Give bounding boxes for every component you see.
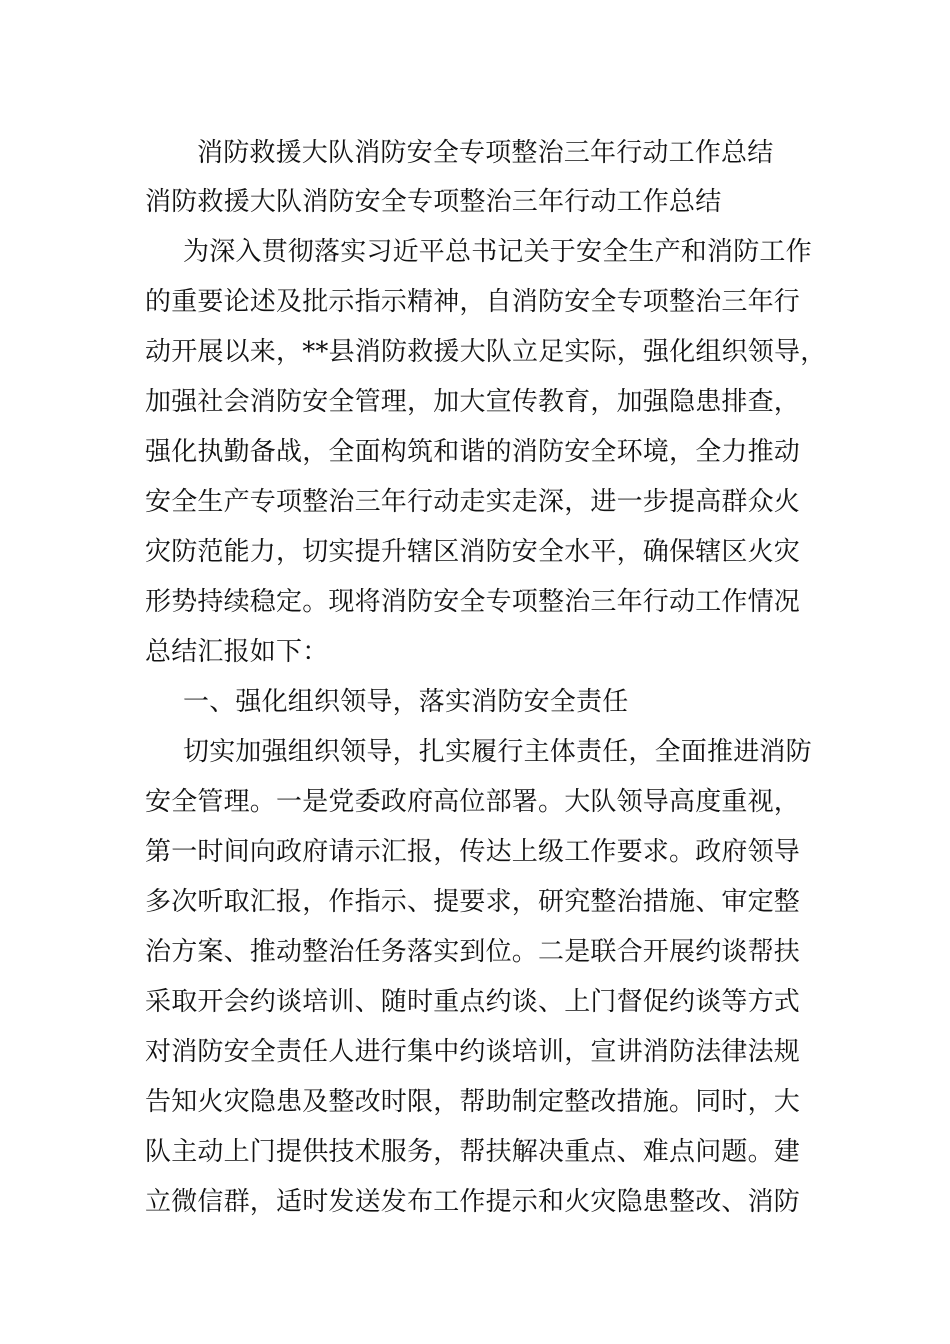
- paragraph-line: 强化执勤备战，全面构筑和谐的消防安全环境，全力推动: [145, 437, 801, 467]
- paragraph-line: 的重要论述及批示指示精神，自消防安全专项整治三年行: [145, 287, 801, 317]
- paragraph-line: 对消防安全责任人进行集中约谈培训，宣讲消防法律法规: [145, 1037, 801, 1067]
- paragraph-line: 安全管理。一是党委政府高位部署。大队领导高度重视，: [145, 787, 801, 817]
- paragraph-line: 多次听取汇报，作指示、提要求，研究整治措施、审定整: [145, 887, 801, 917]
- section-heading: 一、强化组织领导，落实消防安全责任: [183, 687, 629, 717]
- paragraph-line: 为深入贯彻落实习近平总书记关于安全生产和消防工作: [183, 237, 812, 267]
- paragraph-line: 采取开会约谈培训、随时重点约谈、上门督促约谈等方式: [145, 987, 801, 1017]
- paragraph-line: 治方案、推动整治任务落实到位。二是联合开展约谈帮扶: [145, 937, 801, 967]
- paragraph-line: 安全生产专项整治三年行动走实走深，进一步提高群众火: [145, 487, 801, 517]
- document-title: 消防救援大队消防安全专项整治三年行动工作总结: [197, 138, 774, 168]
- paragraph-line: 总结汇报如下：: [145, 637, 329, 667]
- paragraph-line: 告知火灾隐患及整改时限，帮助制定整改措施。同时，大: [145, 1087, 801, 1117]
- paragraph-line: 第一时间向政府请示汇报，传达上级工作要求。政府领导: [145, 837, 801, 867]
- paragraph-line: 切实加强组织领导，扎实履行主体责任，全面推进消防: [183, 737, 812, 767]
- document-subtitle: 消防救援大队消防安全专项整治三年行动工作总结: [145, 187, 722, 217]
- paragraph-line: 灾防范能力，切实提升辖区消防安全水平，确保辖区火灾: [145, 537, 801, 567]
- paragraph-line: 动开展以来，**县消防救援大队立足实际，强化组织领导，: [145, 337, 827, 367]
- paragraph-line: 队主动上门提供技术服务，帮扶解决重点、难点问题。建: [145, 1137, 801, 1167]
- paragraph-line: 立微信群，适时发送发布工作提示和火灾隐患整改、消防: [145, 1187, 801, 1217]
- paragraph-line: 加强社会消防安全管理，加大宣传教育，加强隐患排查，: [145, 387, 801, 417]
- paragraph-line: 形势持续稳定。现将消防安全专项整治三年行动工作情况: [145, 587, 801, 617]
